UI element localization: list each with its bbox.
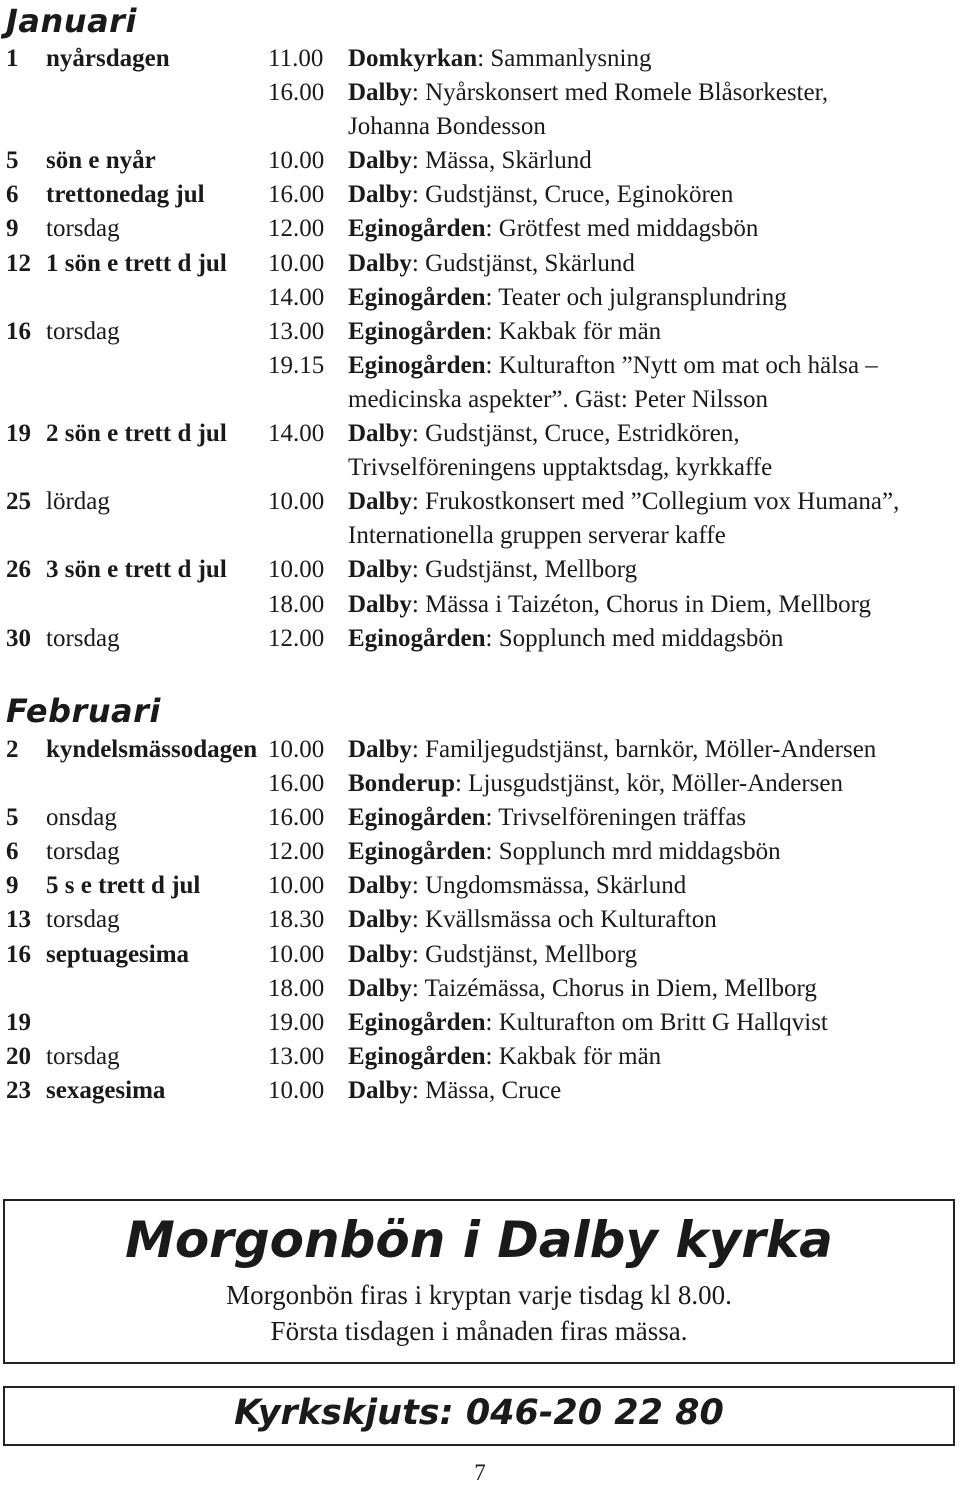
row-event-place: Dalby <box>348 590 412 618</box>
calendar-row <box>0 972 960 1006</box>
row-day-name: torsdag <box>46 838 120 866</box>
row-event-place: Eginogården <box>348 1008 486 1036</box>
row-event <box>348 178 733 212</box>
row-day-name: sön e nyår <box>46 147 156 175</box>
row-time: 16.00 <box>268 181 325 209</box>
row-event-place: Dalby <box>348 181 412 209</box>
row-event <box>348 767 843 801</box>
month-title-februari: Februari <box>6 692 161 730</box>
row-day-number: 13 <box>6 906 31 934</box>
row-day-number: 26 <box>6 556 31 584</box>
row-time: 14.00 <box>268 283 325 311</box>
row-time: 16.00 <box>268 804 325 832</box>
row-time: 11.00 <box>268 45 324 72</box>
row-event-place: Eginogården <box>348 838 486 866</box>
morning-prayer-line-2: Första tisdagen i månaden firas mässa. <box>270 1316 688 1346</box>
row-event <box>348 110 546 144</box>
row-time: 10.00 <box>268 488 325 516</box>
row-day-number: 16 <box>6 317 31 345</box>
row-event <box>348 144 592 178</box>
row-event-place: Eginogården <box>348 317 486 345</box>
row-event-text: : Kvällsmässa och Kulturafton <box>411 906 717 934</box>
row-time: 18.00 <box>268 974 325 1002</box>
row-day-name: lördag <box>46 488 110 516</box>
calendar-row <box>0 903 960 937</box>
row-time: 13.00 <box>268 317 325 345</box>
morning-prayer-box <box>3 1199 955 1364</box>
row-day-number: 2 <box>6 736 19 763</box>
row-day-number: 20 <box>6 1042 31 1070</box>
row-time: 18.00 <box>268 590 325 618</box>
row-event-text: : Kakbak för män <box>485 317 662 345</box>
calendar-row <box>0 315 960 349</box>
row-day-name: 3 sön e trett d jul <box>46 556 227 584</box>
row-event-text: : Sopplunch mrd middagsbön <box>485 838 781 866</box>
row-time: 12.00 <box>268 215 325 243</box>
row-event <box>348 733 876 767</box>
row-event-place: Dalby <box>348 420 412 448</box>
row-event-text: : Gudstjänst, Mellborg <box>411 940 638 968</box>
row-event-text: : Familjegudstjänst, barnkör, Möller-Andersen <box>411 736 877 763</box>
row-time: 10.00 <box>268 1076 325 1104</box>
calendar-row <box>0 110 960 144</box>
row-event-text: : Gudstjänst, Skärlund <box>411 249 635 277</box>
row-event-text: Trivselföreningens upptaktsdag, kyrkkaffe <box>348 454 773 482</box>
row-time: 19.00 <box>268 1008 325 1036</box>
row-event <box>348 903 717 937</box>
row-event-text: : Grötfest med middagsbön <box>485 215 759 243</box>
row-event <box>348 247 635 281</box>
morning-prayer-line-1: Morgonbön firas i kryptan varje tisdag kl 8.00. <box>226 1280 732 1310</box>
row-event <box>348 212 758 246</box>
row-event-place: Dalby <box>348 872 412 900</box>
row-day-name: sexagesima <box>46 1076 166 1104</box>
calendar-row <box>0 553 960 587</box>
row-event <box>348 1074 561 1108</box>
row-event-place: Dalby <box>348 974 412 1002</box>
row-event-text: Internationella gruppen serverar kaffe <box>348 522 726 550</box>
calendar-row <box>0 212 960 246</box>
calendar-row <box>0 767 960 801</box>
row-day-number: 9 <box>6 872 19 900</box>
calendar-row <box>0 622 960 656</box>
month-title-januari: Januari <box>6 2 137 40</box>
row-event-place: Eginogården <box>348 1042 486 1070</box>
row-day-name: torsdag <box>46 317 120 345</box>
calendar-row <box>0 76 960 110</box>
row-event-text: : Nyårskonsert med Romele Blåsorkester, <box>411 79 829 107</box>
row-time: 10.00 <box>268 940 325 968</box>
row-event-text: : Trivselföreningen träffas <box>485 804 747 832</box>
row-event <box>348 519 726 553</box>
church-ride-phone: Kyrkskjuts: 046-20 22 80 <box>234 1393 724 1433</box>
row-time: 10.00 <box>268 872 325 900</box>
row-event-place: Eginogården <box>348 624 486 652</box>
calendar-row <box>0 519 960 553</box>
row-event-text: : Teater och julgransplundring <box>485 283 787 311</box>
row-event-text: : Gudstjänst, Cruce, Eginokören <box>411 181 734 209</box>
calendar-row <box>0 247 960 281</box>
row-day-name: torsdag <box>46 1042 120 1070</box>
calendar-row <box>0 417 960 451</box>
row-event-text: : Gudstjänst, Cruce, Estridkören, <box>411 420 740 448</box>
row-event-place: Dalby <box>348 147 412 175</box>
row-event-text: : Kulturafton ”Nytt om mat och hälsa – <box>485 351 878 379</box>
row-day-name: 1 sön e trett d jul <box>46 249 227 277</box>
row-day-number: 5 <box>6 147 19 175</box>
row-day-number: 9 <box>6 215 19 243</box>
row-event <box>348 622 783 656</box>
row-time: 10.00 <box>268 249 325 277</box>
row-event-place: Dalby <box>348 1076 412 1104</box>
row-event <box>348 485 899 519</box>
row-event-place: Bonderup <box>348 770 455 798</box>
row-day-number: 25 <box>6 488 31 516</box>
row-day-name: 5 s e trett d jul <box>46 872 201 900</box>
row-time: 14.00 <box>268 420 325 448</box>
row-event <box>348 315 661 349</box>
calendar-februari <box>0 733 960 1108</box>
row-time: 12.00 <box>268 624 325 652</box>
row-time: 10.00 <box>268 736 325 763</box>
calendar-row <box>0 1074 960 1108</box>
row-day-name: torsdag <box>46 624 120 652</box>
row-day-number: 19 <box>6 1008 31 1036</box>
row-event <box>348 938 637 972</box>
row-day-name: septuagesima <box>46 940 190 968</box>
row-day-number: 12 <box>6 249 31 277</box>
calendar-row <box>0 178 960 212</box>
row-event <box>348 588 871 622</box>
row-event <box>348 801 746 835</box>
row-event <box>348 972 817 1006</box>
row-day-name: trettonedag jul <box>46 181 205 209</box>
row-event-text: : Kulturafton om Britt G Hallqvist <box>485 1008 828 1036</box>
row-event-place: Eginogården <box>348 351 486 379</box>
row-event-text: : Kakbak för män <box>485 1042 662 1070</box>
church-ride-box <box>3 1386 955 1446</box>
row-event <box>348 1040 661 1074</box>
row-event-text: : Frukostkonsert med ”Collegium vox Humana”, <box>411 488 900 516</box>
row-event <box>348 1006 828 1040</box>
calendar-row <box>0 869 960 903</box>
row-event-place: Dalby <box>348 79 412 107</box>
calendar-row <box>0 42 960 76</box>
calendar-row <box>0 383 960 417</box>
row-day-number: 6 <box>6 181 19 209</box>
row-event-text: : Mässa, Cruce <box>411 1076 562 1104</box>
row-day-number: 19 <box>6 420 31 448</box>
calendar-row <box>0 349 960 383</box>
row-event <box>348 451 772 485</box>
row-day-number: 6 <box>6 838 19 866</box>
calendar-row <box>0 1040 960 1074</box>
row-event <box>348 42 652 76</box>
row-event-text: Johanna Bondesson <box>348 113 546 141</box>
row-event-place: Eginogården <box>348 283 486 311</box>
row-event <box>348 835 781 869</box>
row-event <box>348 417 740 451</box>
row-day-name: onsdag <box>46 804 117 832</box>
calendar-row <box>0 281 960 315</box>
calendar-row <box>0 1006 960 1040</box>
row-event-place: Dalby <box>348 556 412 584</box>
row-time: 18.30 <box>268 906 325 934</box>
calendar-row <box>0 485 960 519</box>
row-day-name: kyndelsmässodagen <box>46 736 258 763</box>
row-event-place: Dalby <box>348 488 412 516</box>
row-event <box>348 553 637 587</box>
row-event-place: Domkyrkan <box>348 45 478 72</box>
row-event <box>348 349 878 383</box>
row-time: 12.00 <box>268 838 325 866</box>
morning-prayer-heading: Morgonbön i Dalby kyrka <box>125 1211 833 1269</box>
row-time: 16.00 <box>268 79 325 107</box>
page-number: 7 <box>474 1460 486 1485</box>
calendar-row <box>0 588 960 622</box>
calendar-row <box>0 801 960 835</box>
row-event-place: Dalby <box>348 940 412 968</box>
row-day-number: 1 <box>6 45 19 72</box>
row-event-place: Dalby <box>348 249 412 277</box>
row-event-text: : Sopplunch med middagsbön <box>485 624 784 652</box>
row-event-place: Eginogården <box>348 215 486 243</box>
calendar-row <box>0 451 960 485</box>
calendar-row <box>0 144 960 178</box>
row-event-place: Dalby <box>348 906 412 934</box>
row-event <box>348 281 787 315</box>
row-time: 16.00 <box>268 770 325 798</box>
row-event-text: : Mässa, Skärlund <box>411 147 592 175</box>
row-time: 19.15 <box>268 351 325 379</box>
row-event-text: : Mässa i Taizéton, Chorus in Diem, Mellborg <box>411 590 871 618</box>
row-event-text: : Ungdomsmässa, Skärlund <box>411 872 687 900</box>
row-day-number: 16 <box>6 940 31 968</box>
row-event-text: medicinska aspekter”. Gäst: Peter Nilsson <box>348 385 769 413</box>
row-event <box>348 869 686 903</box>
row-time: 10.00 <box>268 147 325 175</box>
row-event-text: : Ljusgudstjänst, kör, Möller-Andersen <box>454 770 844 798</box>
row-day-number: 23 <box>6 1076 31 1104</box>
row-event-place: Dalby <box>348 736 412 763</box>
row-event <box>348 76 828 110</box>
row-time: 10.00 <box>268 556 325 584</box>
row-day-name: torsdag <box>46 906 120 934</box>
calendar-row <box>0 835 960 869</box>
row-day-number: 30 <box>6 624 31 652</box>
row-day-name: 2 sön e trett d jul <box>46 420 227 448</box>
row-event-text: : Taizémässa, Chorus in Diem, Mellborg <box>411 974 817 1002</box>
calendar-januari <box>0 42 960 656</box>
calendar-row <box>0 733 960 767</box>
row-event-text: : Gudstjänst, Mellborg <box>411 556 638 584</box>
calendar-row <box>0 938 960 972</box>
row-day-name: torsdag <box>46 215 120 243</box>
row-event <box>348 383 768 417</box>
row-day-number: 5 <box>6 804 19 832</box>
row-time: 13.00 <box>268 1042 325 1070</box>
row-day-name: nyårsdagen <box>46 45 170 72</box>
row-event-place: Eginogården <box>348 804 486 832</box>
row-event-text: : Sammanlysning <box>477 45 652 72</box>
